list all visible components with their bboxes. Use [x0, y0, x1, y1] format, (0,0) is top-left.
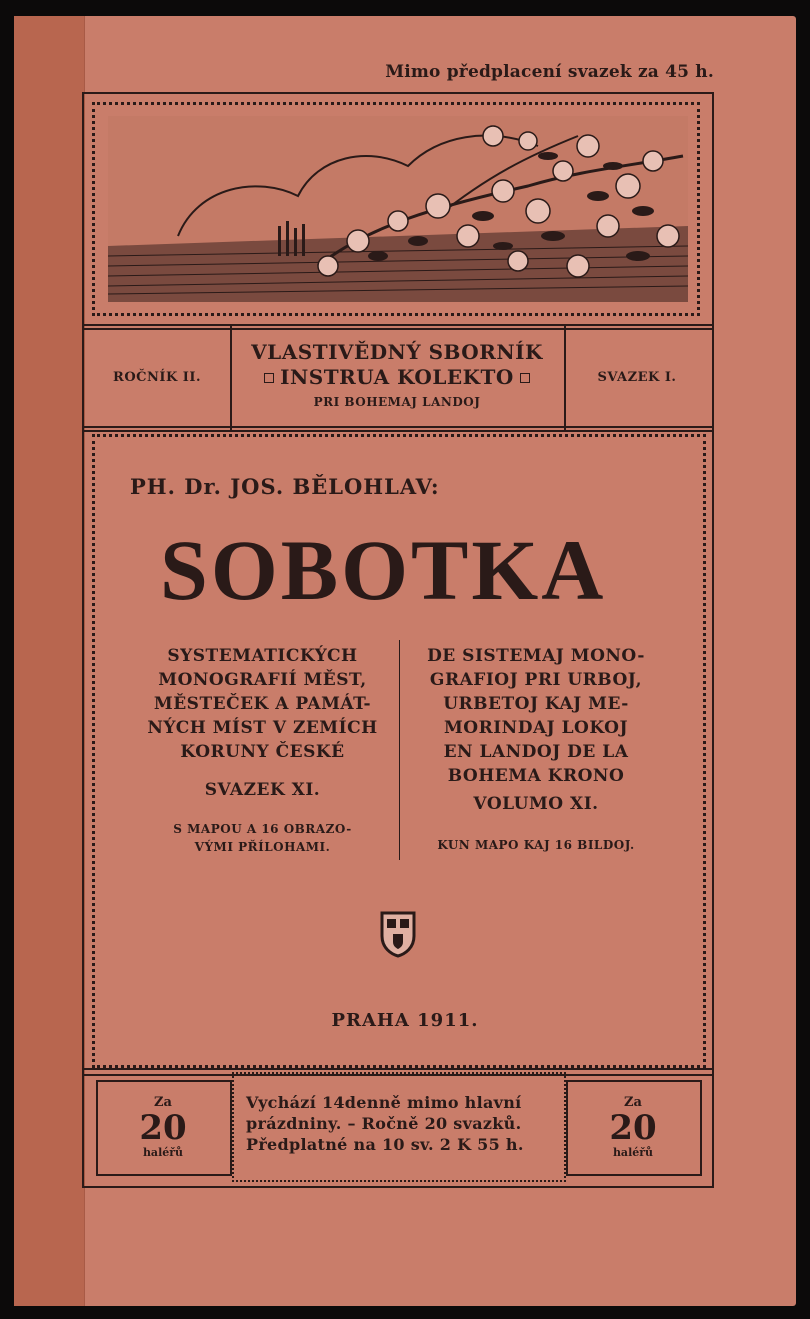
series-title [232, 326, 562, 428]
czech-description: SYSTEMATICKÝCH MONOGRAFIÍ MĚST, MĚSTEČEK A PAMÁT- NÝCH MÍST V ZEMÍCH KORUNY ČESKÉ SVAZEK XI. S MAPOU A 16 OBRAZO- VÝMI PŘÍLOHAMI. [140, 644, 385, 856]
landscape-flowers-image [108, 116, 688, 302]
author: PH. Dr. JOS. BĚLOHLAV: [130, 474, 440, 499]
price-right: Za 20 haléřů [609, 1095, 657, 1159]
landscape-illustration [108, 116, 688, 302]
price-left: Za 20 haléřů [139, 1095, 187, 1159]
shield-emblem-icon [379, 910, 417, 962]
book-title: SOBOTKA [160, 522, 607, 618]
imprint: PRAHA 1911. [331, 1010, 479, 1031]
series-subtitle: PRI BOHEMAJ LANDOJ [313, 394, 481, 409]
series-title-esperanto: INSTRUA KOLEKTO [280, 364, 514, 389]
column-divider [399, 640, 400, 860]
year-label: ROČNÍK II. [113, 369, 201, 385]
esperanto-description: DE SISTEMAJ MONO- GRAFIOJ PRI URBOJ, URBETOJ KAJ ME- MORINDAJ LOKOJ EN LANDOJ DE LA BOHEMA KRONO VOLUMO XI. KUN MAPO KAJ 16 BILDOJ. [412, 644, 660, 854]
volume-label: SVAZEK I. [597, 369, 677, 385]
series-title-czech: VLASTIVĚDNÝ SBORNÍK [251, 339, 543, 364]
esperanto-volume: VOLUMO XI. [473, 794, 599, 814]
czech-note: S MAPOU A 16 OBRAZO- VÝMI PŘÍLOHAMI. [173, 822, 352, 854]
czech-volume: SVAZEK XI. [204, 780, 321, 800]
publication-info: Vychází 14denně mimo hlavní prázdniny. – Ročně 20 svazků. Předplatné na 10 sv. 2 K 55 h. [246, 1093, 524, 1154]
square-ornament-icon [264, 373, 274, 383]
esperanto-note: KUN MAPO KAJ 16 BILDOJ. [437, 838, 635, 852]
price-note: Mimo předplacení svazek za 45 h. [385, 62, 714, 82]
square-ornament-icon [520, 373, 530, 383]
book-spine [14, 16, 85, 1306]
